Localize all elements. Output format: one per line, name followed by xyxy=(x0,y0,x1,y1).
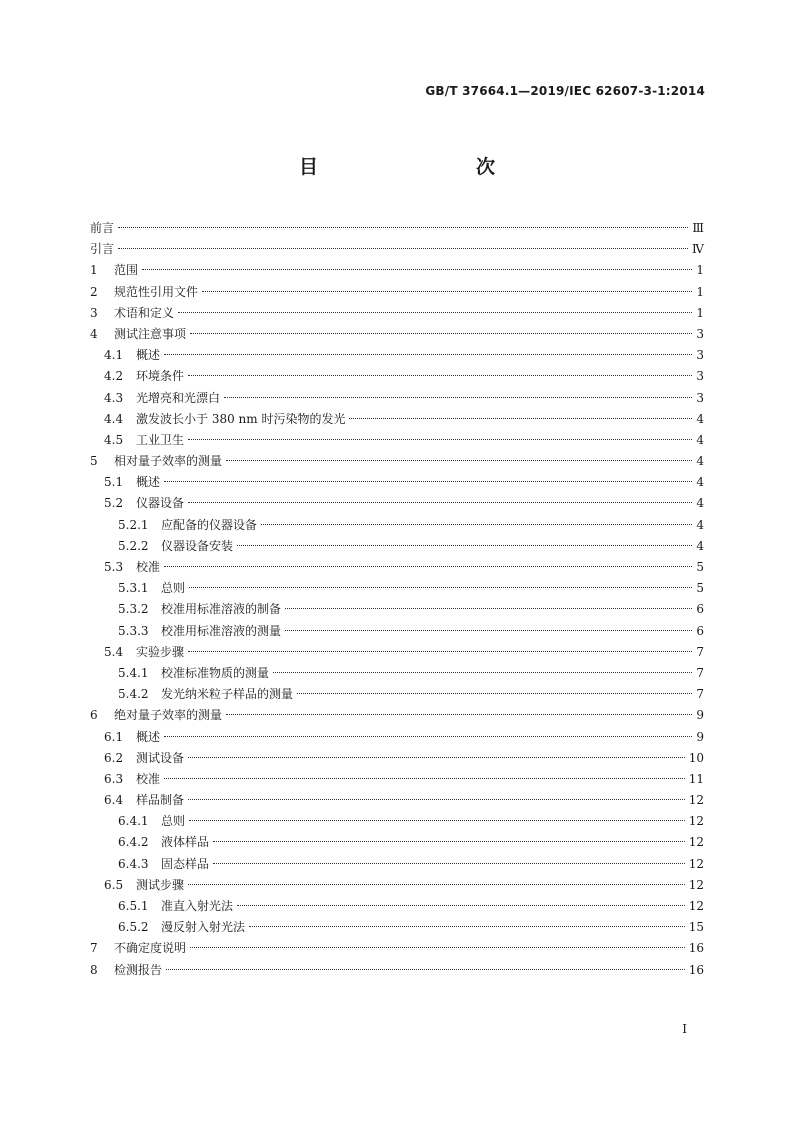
toc-entry-number: 6.4.3 xyxy=(118,856,149,871)
toc-entry-number: 5.4.1 xyxy=(118,665,149,680)
toc-entry-page: 1 xyxy=(696,284,704,299)
toc-entry-page: 10 xyxy=(688,750,704,765)
dot-leader xyxy=(166,968,685,970)
toc-entry-page: 1 xyxy=(696,305,704,320)
dot-leader xyxy=(188,438,692,440)
toc-entry[interactable] xyxy=(90,472,704,493)
toc-entry-label: 检测报告 xyxy=(114,962,163,977)
toc-entry-label: 术语和定义 xyxy=(114,305,175,320)
standard-code: GB/T 37664.1—2019/IEC 62607-3-1:2014 xyxy=(425,84,705,98)
toc-entry-number: 6.5.1 xyxy=(118,899,149,913)
toc-entry-page: Ⅳ xyxy=(692,242,704,257)
dot-leader xyxy=(188,501,692,503)
toc-entry-label: 引言 xyxy=(90,242,115,257)
toc-entry-page: 5 xyxy=(696,560,704,574)
toc-entry-label: 概述 xyxy=(136,475,161,490)
toc-entry-label: 光增亮和光漂白 xyxy=(136,390,221,405)
dot-leader xyxy=(188,883,685,885)
toc-entry-label: 准直入射光法 xyxy=(161,899,234,913)
toc-entry-number: 6 xyxy=(90,708,98,723)
toc-entry-label: 校准用标准溶液的制备 xyxy=(161,602,282,617)
toc-entry-page: 7 xyxy=(696,644,704,659)
dot-leader xyxy=(188,798,685,800)
dot-leader xyxy=(213,862,685,864)
toc-entry[interactable] xyxy=(90,303,704,324)
toc-entry-label: 规范性引用文件 xyxy=(114,284,199,299)
dot-leader xyxy=(188,374,692,376)
toc-entry-number: 6.1 xyxy=(104,729,124,744)
toc-entry-page: 5 xyxy=(696,581,704,596)
dot-leader xyxy=(190,946,685,948)
dot-leader xyxy=(226,459,692,461)
toc-entry[interactable] xyxy=(90,557,704,578)
toc-entry-number: 5.2.2 xyxy=(118,538,149,553)
toc-entry-page: 4 xyxy=(696,496,704,511)
toc-entry[interactable] xyxy=(90,345,704,366)
toc-entry[interactable] xyxy=(90,388,704,409)
toc-entry-label: 概述 xyxy=(136,348,161,363)
toc-entry-label: 前言 xyxy=(90,221,115,235)
toc-entry-number: 6.4.1 xyxy=(118,814,149,829)
toc-entry-page: 7 xyxy=(696,665,704,680)
dot-leader xyxy=(189,586,692,588)
toc-entry-label: 激发波长小于 380 nm 时污染物的发光 xyxy=(136,411,346,426)
toc-entry-page: 6 xyxy=(696,623,704,638)
toc-entry-page: 12 xyxy=(688,814,704,829)
toc-entry[interactable] xyxy=(90,854,704,875)
toc-entry[interactable] xyxy=(90,811,704,832)
toc-entry-label: 固态样品 xyxy=(161,856,210,871)
toc-entry-label: 校准标准物质的测量 xyxy=(161,665,270,680)
toc-entry-page: 12 xyxy=(688,899,704,913)
toc-entry[interactable] xyxy=(90,727,704,748)
toc-entry[interactable] xyxy=(90,260,704,281)
toc-entry-label: 不确定度说明 xyxy=(114,941,187,956)
toc-entry-number: 4 xyxy=(90,326,98,341)
toc-entry-label: 液体样品 xyxy=(161,835,210,850)
toc-entry-label: 工业卫生 xyxy=(136,432,185,447)
toc-entry-page: 4 xyxy=(696,538,704,553)
page-number: I xyxy=(682,1022,687,1036)
toc-entry[interactable] xyxy=(90,515,704,536)
toc-entry-page: 3 xyxy=(696,369,704,384)
toc-entry-page: 4 xyxy=(696,517,704,532)
toc-entry-page: 12 xyxy=(688,856,704,871)
toc-entry-label: 测试设备 xyxy=(136,750,185,765)
toc-entry-number: 5.3.3 xyxy=(118,623,149,638)
toc-entry-number: 5.3.2 xyxy=(118,602,149,617)
toc-entry-page: 12 xyxy=(688,793,704,808)
toc-entry-number: 4.4 xyxy=(104,411,124,426)
toc-entry-number: 4.5 xyxy=(104,432,124,447)
dot-leader xyxy=(189,819,685,821)
dot-leader xyxy=(190,332,692,334)
dot-leader xyxy=(224,396,692,398)
toc-entry-number: 5.3.1 xyxy=(118,581,149,596)
dot-leader xyxy=(213,840,685,842)
page-title: 目 次 xyxy=(298,156,535,178)
toc-entry-label: 校准用标准溶液的测量 xyxy=(161,623,282,638)
toc-entry[interactable] xyxy=(90,896,704,917)
toc-entry-number: 8 xyxy=(90,962,98,977)
toc-entry-number: 4.1 xyxy=(104,348,124,363)
toc-entry-page: 9 xyxy=(696,708,704,723)
toc-entry-page: 16 xyxy=(688,941,704,956)
toc-entry[interactable] xyxy=(90,409,704,430)
toc-entry-number: 5 xyxy=(90,454,98,469)
toc-entry[interactable] xyxy=(90,832,704,853)
toc-entry[interactable] xyxy=(90,938,704,959)
toc-entry-number: 6.5.2 xyxy=(118,920,149,935)
toc-entry-number: 6.3 xyxy=(104,771,124,786)
toc-entry[interactable] xyxy=(90,684,704,705)
dot-leader xyxy=(164,480,692,482)
toc-entry-number: 4.3 xyxy=(104,390,124,405)
toc-entry-number: 5.3 xyxy=(104,560,124,574)
table-of-contents xyxy=(90,218,704,981)
toc-entry-label: 校准 xyxy=(136,771,161,786)
toc-entry-page: 1 xyxy=(696,263,704,278)
toc-entry[interactable] xyxy=(90,324,704,345)
dot-leader xyxy=(237,904,685,906)
toc-entry-number: 6.2 xyxy=(104,750,124,765)
toc-entry-page: 9 xyxy=(696,729,704,744)
toc-entry-page: 15 xyxy=(688,920,704,935)
toc-entry-label: 环境条件 xyxy=(136,369,185,384)
toc-entry-number: 5.4.2 xyxy=(118,687,149,702)
toc-entry-number: 5.1 xyxy=(104,475,124,490)
toc-entry-label: 测试步骤 xyxy=(136,877,185,892)
toc-entry-label: 实验步骤 xyxy=(136,644,185,659)
toc-entry[interactable] xyxy=(90,917,704,938)
toc-entry[interactable] xyxy=(90,218,704,239)
toc-entry[interactable] xyxy=(90,663,704,684)
toc-entry[interactable] xyxy=(90,960,704,981)
toc-entry-number: 4.2 xyxy=(104,369,124,384)
dot-leader xyxy=(261,523,692,525)
toc-entry-label: 仪器设备 xyxy=(136,496,185,511)
toc-entry-page: 6 xyxy=(696,602,704,617)
toc-entry-label: 绝对量子效率的测量 xyxy=(114,708,223,723)
toc-entry[interactable] xyxy=(90,642,704,663)
dot-leader xyxy=(237,544,692,546)
toc-entry-number: 1 xyxy=(90,263,98,278)
toc-entry-label: 漫反射入射光法 xyxy=(161,920,246,935)
toc-entry-label: 样品制备 xyxy=(136,793,185,808)
dot-leader xyxy=(226,713,692,715)
toc-entry[interactable] xyxy=(90,621,704,642)
dot-leader xyxy=(249,925,685,927)
toc-entry-page: 7 xyxy=(696,687,704,702)
toc-entry-number: 5.2.1 xyxy=(118,517,149,532)
toc-entry-page: 4 xyxy=(696,475,704,490)
toc-entry-number: 5.2 xyxy=(104,496,124,511)
toc-entry[interactable] xyxy=(90,366,704,387)
toc-entry[interactable] xyxy=(90,599,704,620)
toc-entry[interactable] xyxy=(90,875,704,896)
toc-entry[interactable] xyxy=(90,769,704,790)
toc-entry[interactable] xyxy=(90,705,704,726)
dot-leader xyxy=(142,268,692,270)
toc-entry[interactable] xyxy=(90,578,704,599)
dot-leader xyxy=(285,629,692,631)
toc-entry-label: 概述 xyxy=(136,729,161,744)
toc-entry[interactable] xyxy=(90,430,704,451)
dot-leader xyxy=(285,607,692,609)
toc-entry-number: 6.4 xyxy=(104,793,124,808)
dot-leader xyxy=(164,565,692,567)
dot-leader xyxy=(164,353,692,355)
toc-entry-number: 6.5 xyxy=(104,877,124,892)
toc-entry-label: 发光纳米粒子样品的测量 xyxy=(161,687,294,702)
toc-entry-label: 测试注意事项 xyxy=(114,326,187,341)
toc-entry[interactable] xyxy=(90,493,704,514)
toc-entry[interactable] xyxy=(90,239,704,260)
toc-entry-page: 12 xyxy=(688,835,704,850)
dot-leader xyxy=(178,311,692,313)
toc-entry-page: 11 xyxy=(688,771,704,786)
dot-leader xyxy=(118,247,688,249)
dot-leader xyxy=(349,417,692,419)
toc-entry-page: Ⅲ xyxy=(692,221,704,235)
toc-entry-label: 仪器设备安装 xyxy=(161,538,234,553)
toc-entry-number: 7 xyxy=(90,941,98,956)
toc-entry-page: 3 xyxy=(696,326,704,341)
toc-entry-page: 4 xyxy=(696,411,704,426)
toc-entry-number: 5.4 xyxy=(104,644,124,659)
dot-leader xyxy=(164,735,692,737)
toc-entry-page: 4 xyxy=(696,454,704,469)
toc-entry-page: 3 xyxy=(696,348,704,363)
toc-entry-number: 3 xyxy=(90,305,98,320)
toc-entry[interactable] xyxy=(90,282,704,303)
dot-leader xyxy=(188,756,685,758)
toc-entry-number: 6.4.2 xyxy=(118,835,149,850)
toc-entry[interactable] xyxy=(90,748,704,769)
dot-leader xyxy=(118,226,688,228)
dot-leader xyxy=(188,650,692,652)
toc-entry-label: 校准 xyxy=(136,560,161,574)
toc-entry-label: 应配备的仪器设备 xyxy=(161,517,258,532)
dot-leader xyxy=(164,777,685,779)
dot-leader xyxy=(202,290,692,292)
toc-entry-label: 总则 xyxy=(161,814,186,829)
toc-entry[interactable] xyxy=(90,451,704,472)
toc-entry-number: 2 xyxy=(90,284,98,299)
toc-entry[interactable] xyxy=(90,790,704,811)
toc-entry-label: 相对量子效率的测量 xyxy=(114,454,223,469)
toc-entry-page: 16 xyxy=(688,962,704,977)
toc-entry-label: 范围 xyxy=(114,263,139,278)
toc-entry[interactable] xyxy=(90,536,704,557)
toc-entry-page: 3 xyxy=(696,390,704,405)
toc-entry-page: 4 xyxy=(696,432,704,447)
toc-entry-label: 总则 xyxy=(161,581,186,596)
dot-leader xyxy=(273,671,692,673)
dot-leader xyxy=(297,692,692,694)
toc-entry-page: 12 xyxy=(688,877,704,892)
